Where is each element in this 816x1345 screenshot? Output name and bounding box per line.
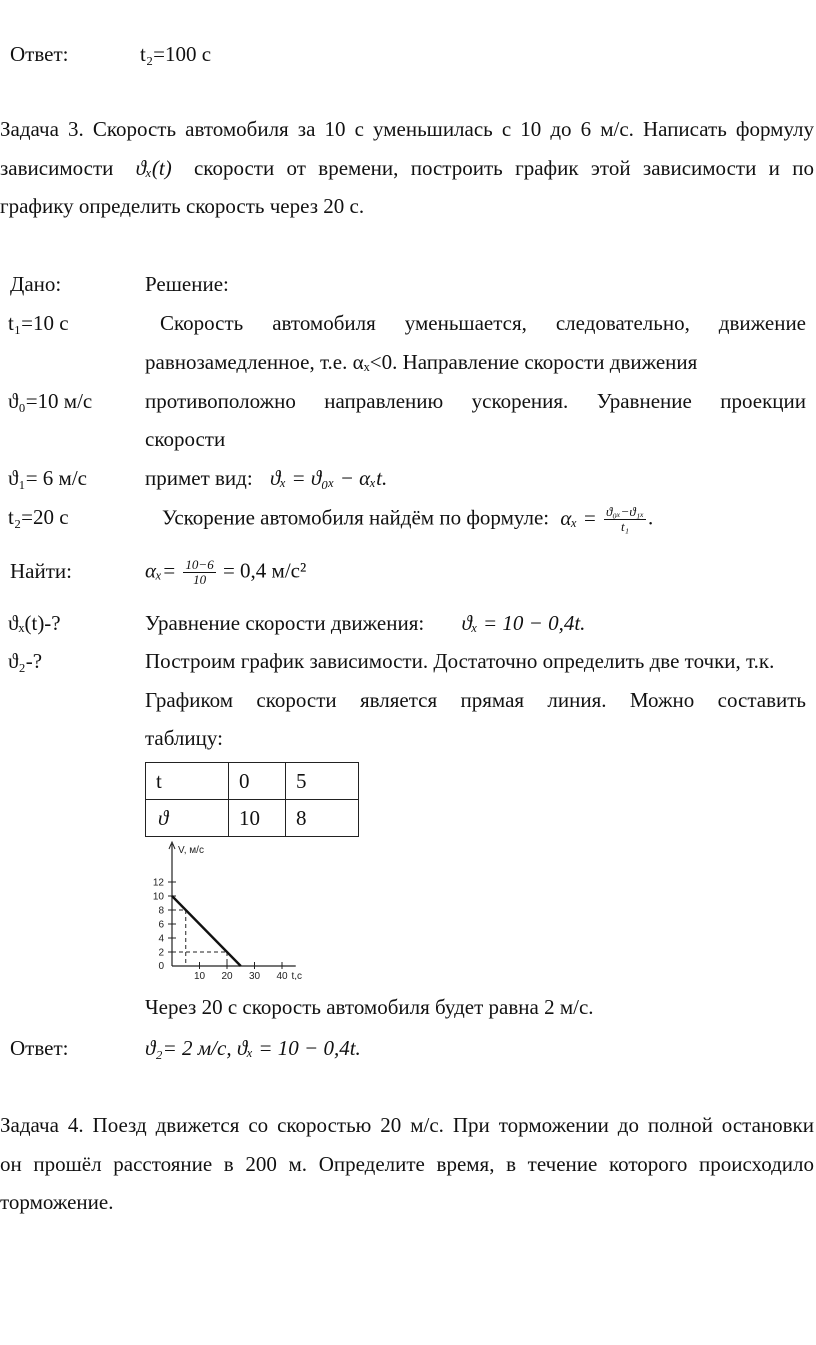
task3-line2-end: скорости от времени, построить график этой зависимости и по (193, 156, 814, 180)
accel-calc-fraction (183, 558, 215, 588)
x-tick-label: 10 (193, 971, 206, 980)
answer-label: Ответ: (10, 42, 69, 66)
accel-lhs: αₓ = (560, 505, 597, 530)
solution-line5 (145, 466, 387, 491)
solution-line5-text: примет вид: (145, 466, 253, 490)
y-tick-label: 10 (152, 891, 164, 903)
find-vx: ϑₓ(t)-? (8, 611, 61, 635)
x-tick-label: 30 (248, 971, 261, 980)
y-tick-label: 8 (158, 905, 164, 917)
solution-line7 (145, 558, 306, 588)
solution-line6-text: Ускорение автомобиля найдём по формуле: (162, 505, 550, 530)
table-cell: t (146, 763, 229, 800)
answer3-label: Ответ: (10, 1036, 69, 1060)
x-tick-label: 20 (221, 971, 233, 980)
given-t2: t₂=20 с (8, 505, 69, 529)
task3-line2 (0, 156, 814, 181)
solution-line11: таблицу: (145, 726, 223, 750)
y-tick-label: 6 (158, 919, 164, 931)
accel-calc-den: 10 (193, 572, 207, 588)
find-v2: ϑ₂-? (8, 649, 43, 673)
given-t1: t₁=10 с (8, 311, 69, 335)
solution-line3: противоположно направлению ускорения. Уравнение проекции (145, 389, 806, 413)
given-v0: ϑ₀=10 м/с (8, 389, 93, 413)
x-tick-label: 40 (276, 971, 288, 980)
given-title: Дано: (10, 272, 62, 296)
task3-line2-start: зависимости (0, 156, 114, 180)
velocity-equation: ϑₓ = ϑ₀ₓ − αₓt. (269, 466, 388, 490)
solution-line4: скорости (145, 427, 226, 451)
task3-line1: Задача 3. Скорость автомобиля за 10 с уменьшилась с 10 до 6 м/с. Написать формулу (0, 117, 814, 141)
given-v1: ϑ₁= 6 м/с (8, 466, 88, 490)
series-line (172, 896, 241, 966)
origin-label: 0 (158, 961, 164, 972)
values-table (145, 762, 359, 837)
solution-line8 (145, 611, 585, 636)
velocity-chart (140, 838, 320, 980)
table-cell: 8 (286, 800, 359, 837)
solution-line1: Скорость автомобиля уменьшается, следовательно, движение (160, 311, 806, 335)
task3-line3: графику определить скорость через 20 с. (0, 194, 365, 218)
solution-title: Решение: (145, 272, 229, 296)
y-tick-label: 12 (152, 877, 164, 889)
accel-end: . (648, 505, 654, 530)
solution-line9: Построим график зависимости. Достаточно определить две точки, т.к. (145, 649, 775, 673)
task3-formula: ϑₓ(t) (135, 156, 172, 180)
solution-line2: равнозамедленное, т.е. αₓ<0. Направление скорости движения (145, 350, 698, 374)
table-cell: 10 (229, 800, 286, 837)
table-row (146, 800, 359, 837)
accel-fraction-num: ϑ₀ₓ−ϑ₁ₓ (606, 504, 644, 519)
answer-value: t₂=100 с (140, 42, 212, 66)
accel-calc-result: = 0,4 м/с² (222, 558, 307, 583)
answer3-value: ϑ₂= 2 м/с, ϑₓ = 10 − 0,4t. (145, 1036, 361, 1060)
find-title: Найти: (10, 559, 72, 583)
task4-line3: торможение. (0, 1190, 114, 1214)
task4-line1: Задача 4. Поезд движется со скоростью 20 м/с. При торможении до полной остановки (0, 1113, 814, 1137)
conclusion: Через 20 с скорость автомобиля будет равна 2 м/с. (145, 995, 594, 1019)
table-cell: 5 (286, 763, 359, 800)
task4-line2: он прошёл расстояние в 200 м. Определите время, в течение которого происходило (0, 1152, 814, 1176)
accel-fraction-den: t₁ (620, 519, 630, 535)
accel-calc-num: 10−6 (185, 557, 214, 572)
accel-fraction (604, 505, 646, 535)
table-cell: 0 (229, 763, 286, 800)
final-equation: ϑₓ = 10 − 0,4t. (461, 611, 586, 635)
y-axis-label: V, м/с (178, 845, 204, 856)
solution-line10: Графиком скорости является прямая линия. Можно составить (145, 688, 806, 712)
table-row (146, 763, 359, 800)
y-tick-label: 2 (158, 947, 164, 959)
accel-calc-lhs: αₓ= (145, 558, 177, 583)
x-axis-label: t,c (291, 971, 303, 980)
table-cell: ϑ (146, 800, 229, 837)
solution-line6 (162, 505, 653, 535)
y-tick-label: 4 (158, 933, 164, 945)
solution-line8-text: Уравнение скорости движения: (145, 611, 425, 635)
